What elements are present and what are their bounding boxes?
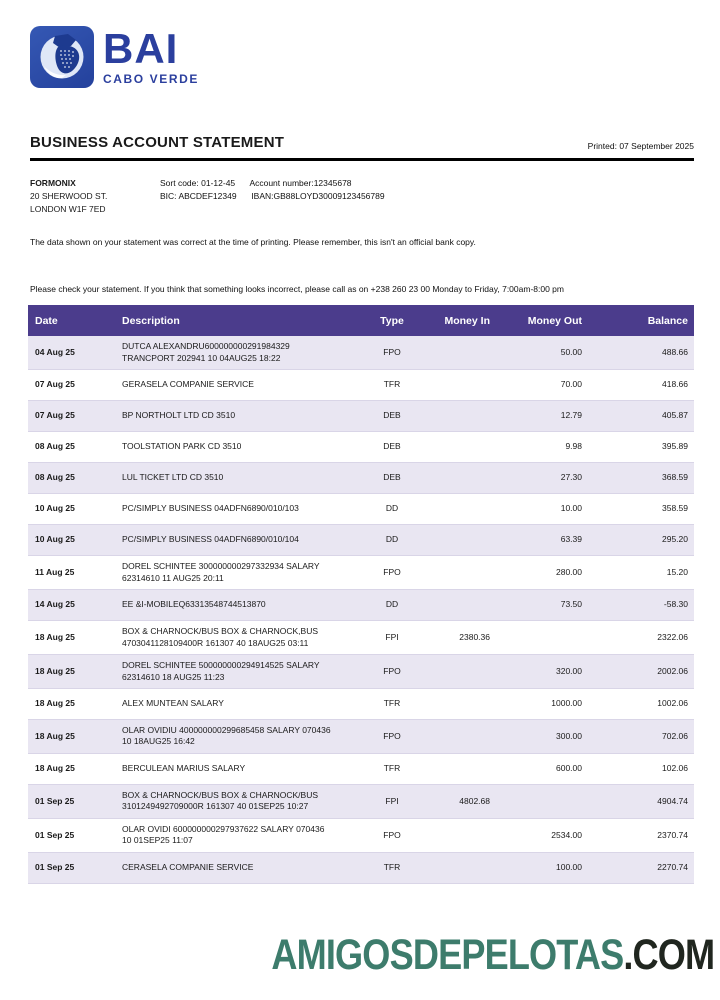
- money-out-amount: 2534.00: [551, 829, 582, 840]
- table-row: [28, 754, 694, 785]
- table-row: [28, 853, 694, 884]
- money-out-amount: 100.00: [556, 862, 582, 873]
- money-in-amount: [420, 348, 496, 358]
- column-header-description: Description: [122, 314, 180, 327]
- money-out-amount: 10.00: [560, 503, 582, 514]
- address-line-1: 20 SHERWOOD ST.: [30, 190, 108, 201]
- money-out-amount: 12.79: [560, 410, 582, 421]
- balance-amount: 295.20: [662, 534, 688, 545]
- transaction-type: DEB: [383, 472, 401, 483]
- money-in-amount: [420, 699, 496, 709]
- money-in-amount: [420, 535, 496, 545]
- transactions-table: [28, 305, 694, 884]
- transactions-body: [28, 336, 694, 884]
- sort-code-value: 01-12-45: [201, 178, 236, 188]
- table-row: [28, 432, 694, 463]
- account-number-label: Account number:: [249, 178, 314, 188]
- transaction-type: DD: [385, 534, 399, 545]
- transaction-description: ALEX MUNTEAN SALARY: [122, 698, 224, 709]
- transaction-type: DD: [385, 599, 399, 610]
- transaction-date: 04 Aug 25: [35, 346, 75, 357]
- printing-notice: The data shown on your statement was correct at the time of printing. Please remember, this isn't an official bank copy.: [30, 237, 476, 248]
- balance-amount: 418.66: [662, 379, 688, 390]
- balance-amount: 2002.06: [657, 665, 688, 676]
- account-holder-address: [30, 177, 160, 215]
- transaction-date: 10 Aug 25: [35, 534, 75, 545]
- account-details: [160, 177, 385, 215]
- transaction-type: TFR: [383, 763, 401, 774]
- money-in-amount: 2380.36: [459, 631, 490, 642]
- account-holder-name: FORMONIX: [30, 178, 76, 188]
- table-row: [28, 370, 694, 401]
- money-out-amount: 63.39: [560, 534, 582, 545]
- transaction-type: TFR: [383, 379, 401, 390]
- money-in-amount: [420, 764, 496, 774]
- transaction-date: 08 Aug 25: [35, 441, 75, 452]
- table-row: [28, 590, 694, 621]
- transaction-date: 07 Aug 25: [35, 379, 75, 390]
- transaction-description: DOREL SCHINTEE 500000000294914525 SALARY 62314610 18 AUG25 11:23: [122, 660, 320, 682]
- sort-code-label: Sort code:: [160, 178, 199, 188]
- table-header-row: [28, 305, 694, 336]
- money-in-amount: [420, 411, 496, 421]
- money-out-amount: 9.98: [565, 441, 582, 452]
- balance-amount: -58.30: [663, 599, 688, 610]
- balance-amount: 15.20: [666, 566, 688, 577]
- table-row: [28, 556, 694, 590]
- money-out-amount: 73.50: [560, 599, 582, 610]
- watermark-tld: .COM: [623, 931, 714, 979]
- table-row: [28, 655, 694, 689]
- table-row: [28, 720, 694, 754]
- table-row: [28, 463, 694, 494]
- table-row: [28, 689, 694, 720]
- table-row: [28, 785, 694, 819]
- money-in-amount: [420, 667, 496, 677]
- money-out-amount: 600.00: [556, 763, 582, 774]
- transaction-type: FPO: [383, 346, 401, 357]
- transaction-date: 18 Aug 25: [35, 665, 75, 676]
- money-in-amount: [420, 473, 496, 483]
- money-in-amount: [420, 442, 496, 452]
- transaction-description: OLAR OVIDI 600000000297937622 SALARY 070436 10 01SEP25 11:07: [122, 823, 325, 846]
- transaction-type: DEB: [383, 441, 401, 452]
- money-out-amount: [496, 633, 588, 643]
- transaction-date: 18 Aug 25: [35, 763, 75, 774]
- money-in-amount: [420, 504, 496, 514]
- bic-label: BIC:: [160, 190, 177, 201]
- account-number-value: 12345678: [313, 178, 352, 188]
- transaction-type: TFR: [383, 698, 401, 709]
- table-row: [28, 819, 694, 853]
- iban-value: GB88LOYD30009123456789: [273, 190, 385, 201]
- account-info-section: [30, 177, 690, 215]
- transaction-date: 08 Aug 25: [35, 472, 75, 483]
- table-row: [28, 494, 694, 525]
- transaction-description: DOREL SCHINTEE 300000000297332934 SALARY 62314610 11 AUG25 20:11: [122, 561, 320, 583]
- transaction-description: BERCULEAN MARIUS SALARY: [122, 763, 246, 774]
- balance-amount: 702.06: [662, 730, 688, 741]
- balance-amount: 2322.06: [657, 631, 688, 642]
- balance-amount: 358.59: [662, 503, 688, 514]
- balance-amount: 488.66: [662, 346, 688, 357]
- transaction-type: FPO: [383, 566, 401, 577]
- watermark-brand: AMIGOSDEPELOTAS: [271, 931, 624, 979]
- check-statement-notice: Please check your statement. If you think that something looks incorrect, please call as on +238 260 23 00 Monday to Friday, 7:00am-8:00 pm: [30, 284, 564, 295]
- iban-label: IBAN:: [251, 190, 274, 201]
- bank-logo-text: [103, 26, 199, 85]
- balance-amount: 2370.74: [657, 829, 688, 840]
- column-header-balance: Balance: [647, 314, 688, 327]
- transaction-date: 01 Sep 25: [35, 795, 75, 806]
- transaction-description: BOX & CHARNOCK/BUS BOX & CHARNOCK/BUS 3101249492709000R 161307 40 01SEP25 10:27: [122, 789, 319, 812]
- transaction-description: DUTCA ALEXANDRU600000000291984329 TRANCPORT 202941 10 04AUG25 18:22: [122, 341, 290, 363]
- transaction-type: TFR: [383, 862, 401, 873]
- money-in-amount: [420, 600, 496, 610]
- transaction-type: DD: [385, 503, 399, 514]
- account-details-line-1: [160, 177, 385, 190]
- balance-amount: 395.89: [662, 441, 688, 452]
- column-header-type: Type: [380, 314, 404, 327]
- transaction-description: CERASELA COMPANIE SERVICE: [122, 862, 254, 873]
- transaction-date: 18 Aug 25: [35, 730, 75, 741]
- money-out-amount: [496, 796, 588, 806]
- transaction-date: 11 Aug 25: [35, 566, 75, 577]
- transaction-type: DEB: [383, 410, 401, 421]
- bank-logo: [30, 26, 720, 88]
- balance-amount: 4904.74: [657, 795, 688, 806]
- transaction-type: FPI: [385, 631, 399, 642]
- money-out-amount: 70.00: [560, 379, 582, 390]
- money-out-amount: 280.00: [556, 566, 582, 577]
- money-in-amount: [420, 380, 496, 390]
- transaction-description: PC/SIMPLY BUSINESS 04ADFN6890/010/104: [122, 534, 299, 545]
- transaction-description: BOX & CHARNOCK/BUS BOX & CHARNOCK,BUS 4703041128109400R 161307 40 18AUG25 03:11: [122, 626, 319, 648]
- money-out-amount: 50.00: [560, 346, 582, 357]
- transaction-description: LUL TICKET LTD CD 3510: [122, 472, 224, 483]
- money-out-amount: 1000.00: [551, 698, 582, 709]
- bic-value: ABCDEF12349: [178, 190, 237, 201]
- transaction-type: FPI: [385, 795, 399, 806]
- balance-amount: 368.59: [662, 472, 688, 483]
- column-header-money-in: Money In: [444, 314, 490, 327]
- transaction-date: 14 Aug 25: [35, 599, 75, 610]
- money-out-amount: 27.30: [560, 472, 582, 483]
- transaction-type: FPO: [383, 665, 401, 676]
- transaction-type: FPO: [383, 730, 401, 741]
- money-in-amount: [420, 568, 496, 578]
- transaction-description: TOOLSTATION PARK CD 3510: [122, 441, 242, 452]
- balance-amount: 2270.74: [657, 862, 688, 873]
- column-header-money-out: Money Out: [527, 314, 582, 327]
- transaction-description: PC/SIMPLY BUSINESS 04ADFN6890/010/103: [122, 503, 299, 514]
- table-row: [28, 525, 694, 556]
- column-header-date: Date: [35, 314, 58, 327]
- money-in-amount: [420, 863, 496, 873]
- transaction-date: 07 Aug 25: [35, 410, 75, 421]
- bank-name: BAI: [103, 25, 179, 72]
- account-details-line-2: [160, 190, 385, 203]
- transaction-date: 18 Aug 25: [35, 698, 75, 709]
- transaction-description: GERASELA COMPANIE SERVICE: [122, 379, 254, 390]
- money-out-amount: 320.00: [556, 665, 582, 676]
- money-out-amount: 300.00: [556, 730, 582, 741]
- transaction-date: 18 Aug 25: [35, 631, 75, 642]
- transaction-type: FPO: [383, 829, 401, 840]
- transaction-date: 01 Sep 25: [35, 862, 75, 873]
- balance-amount: 405.87: [662, 410, 688, 421]
- transaction-date: 01 Sep 25: [35, 829, 75, 840]
- table-row: [28, 336, 694, 370]
- table-row: [28, 621, 694, 655]
- money-in-amount: 4802.68: [459, 795, 490, 806]
- bank-region: CABO VERDE: [103, 72, 200, 86]
- page-title: BUSINESS ACCOUNT STATEMENT: [30, 134, 285, 151]
- transaction-date: 10 Aug 25: [35, 503, 75, 514]
- money-in-amount: [420, 731, 496, 741]
- bank-logo-globe-icon: [30, 26, 94, 88]
- transaction-description: BP NORTHOLT LTD CD 3510: [122, 410, 236, 421]
- transaction-description: OLAR OVIDIU 400000000299685458 SALARY 070436 10 18AUG25 16:42: [122, 725, 331, 747]
- title-row: [30, 134, 694, 161]
- balance-amount: 1002.06: [657, 698, 688, 709]
- watermark: [271, 931, 714, 980]
- transaction-description: EE &I-MOBILEQ63313548744513870: [122, 599, 266, 610]
- address-line-2: LONDON W1F 7ED: [30, 203, 106, 214]
- printed-date: Printed: 07 September 2025: [587, 141, 694, 151]
- table-row: [28, 401, 694, 432]
- balance-amount: 102.06: [662, 763, 688, 774]
- money-in-amount: [420, 830, 496, 840]
